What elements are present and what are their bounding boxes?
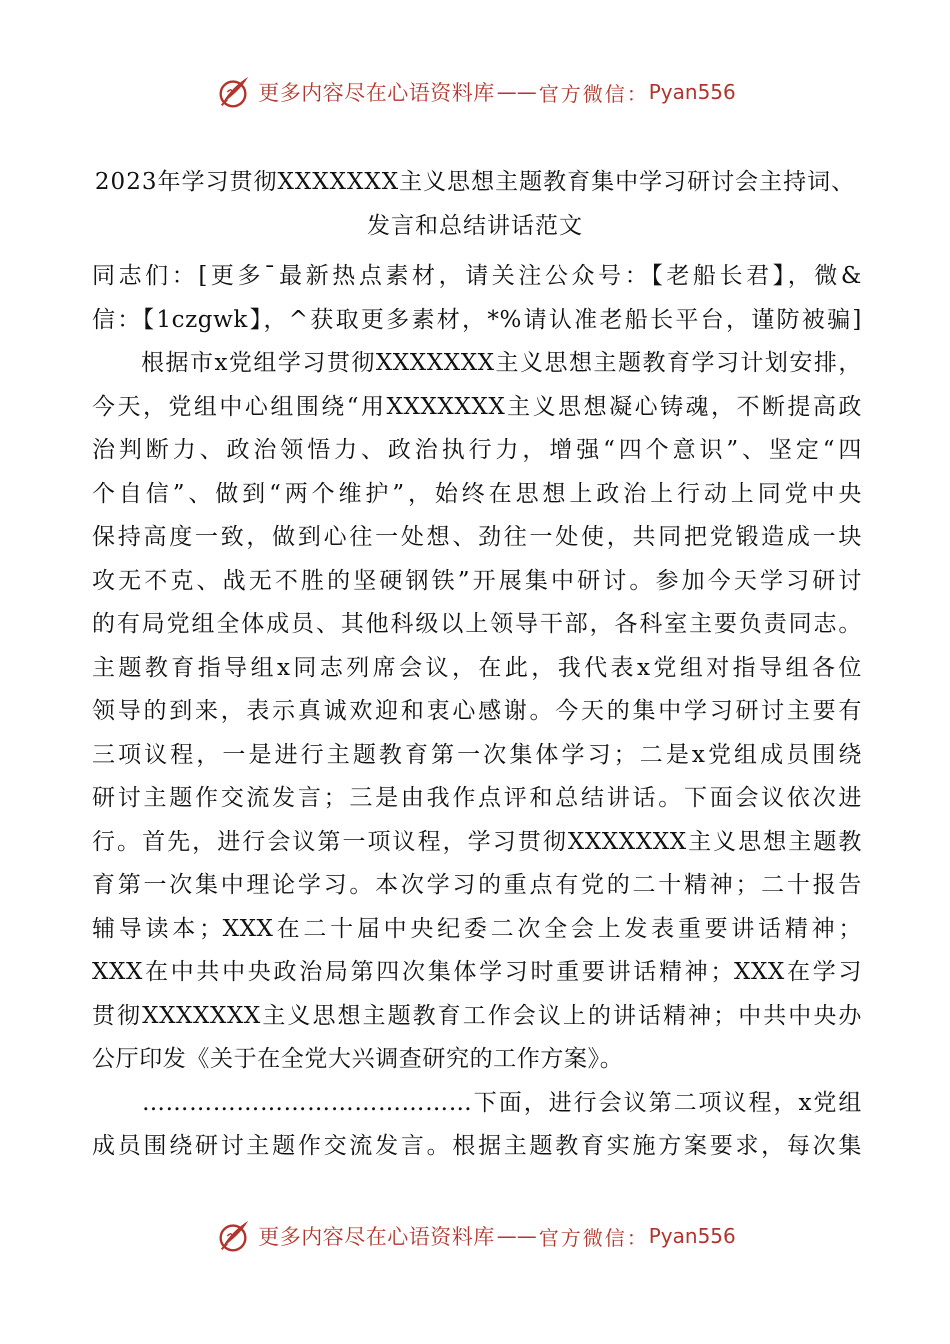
body-line: 主题教育指导组x同志列席会议，在此，我代表x党组对指导组各位	[92, 654, 862, 681]
watermark-wechat-id: Pyan556	[648, 1224, 736, 1248]
body-line: 辅导读本；XXX在二十届中央纪委二次全会上发表重要讲话精神；	[92, 915, 862, 942]
body-line: 成员围绕研讨主题作交流发言。根据主题教育实施方案要求，每次集	[92, 1133, 862, 1159]
watermark-wechat-label: 官方微信：	[538, 81, 649, 106]
quill-pen-logo-icon	[214, 73, 252, 111]
watermark-wechat-label: 官方微信：	[538, 1225, 649, 1250]
body-line: 领导的到来，表示真诚欢迎和衷心感谢。今天的集中学习研讨主要有	[92, 698, 862, 724]
body-line: XXX在中共中央政治局第四次集体学习时重要讲话精神；XXX在学习	[92, 959, 862, 985]
body-line: 攻无不克、战无不胜的坚硬钢铁”开展集中研讨。参加今天学习研讨	[92, 567, 862, 594]
title-line: 2023年学习贯彻XXXXXXX主义思想主题教育集中学习研讨会主持词、	[94, 169, 856, 195]
body-line: 今天，党组中心组围绕“用XXXXXXX主义思想凝心铸魂，不断提高政	[92, 393, 862, 420]
body-line: 治判断力、政治领悟力、政治执行力，增强“四个意识”、坚定“四	[92, 437, 862, 463]
document-body	[92, 255, 862, 1169]
watermark-dash: ——	[496, 80, 537, 104]
document-title	[60, 160, 890, 248]
body-line: 公厅印发《关于在全党大兴调查研究的工作方案》。	[92, 1046, 624, 1072]
body-line: 根据市x党组学习贯彻XXXXXXX主义思想主题教育学习计划安排，	[92, 350, 862, 376]
watermark-wechat-id: Pyan556	[648, 80, 736, 104]
watermark-dash: ——	[496, 1224, 537, 1248]
quill-pen-logo-icon	[214, 1217, 252, 1255]
footer-watermark	[0, 1214, 950, 1258]
watermark-site-text: 更多内容尽在心语资料库	[258, 1225, 495, 1249]
header-watermark	[0, 70, 950, 114]
title-line: 发言和总结讲话范文	[367, 213, 583, 239]
body-line: 同志们：[更多¯最新热点素材，请关注公众号：【老船长君】，微&	[92, 263, 862, 289]
body-line: 的有局党组全体成员、其他科级以上领导干部，各科室主要负责同志。	[92, 611, 862, 637]
body-line: 保持高度一致，做到心往一处想、劲往一处使，共同把党锻造成一块	[92, 524, 862, 550]
body-line: ……………………………………下面，进行会议第二项议程，x党组	[92, 1089, 862, 1116]
body-line: 研讨主题作交流发言；三是由我作点评和总结讲话。下面会议依次进	[92, 785, 862, 811]
body-line: 三项议程，一是进行主题教育第一次集体学习；二是x党组成员围绕	[92, 741, 862, 768]
body-line: 个自信”、做到“两个维护”，始终在思想上政治上行动上同党中央	[92, 480, 862, 507]
body-line: 育第一次集中理论学习。本次学习的重点有党的二十精神；二十报告	[92, 872, 862, 898]
watermark-site-text: 更多内容尽在心语资料库	[258, 81, 495, 105]
body-line: 行。首先，进行会议第一项议程，学习贯彻XXXXXXX主义思想主题教	[92, 828, 862, 855]
body-line: 贯彻XXXXXXX主义思想主题教育工作会议上的讲话精神；中共中央办	[92, 1002, 862, 1029]
body-line: 信：【1czgwk】，^获取更多素材，*%请认准老船长平台，谨防被骗]	[92, 306, 862, 333]
